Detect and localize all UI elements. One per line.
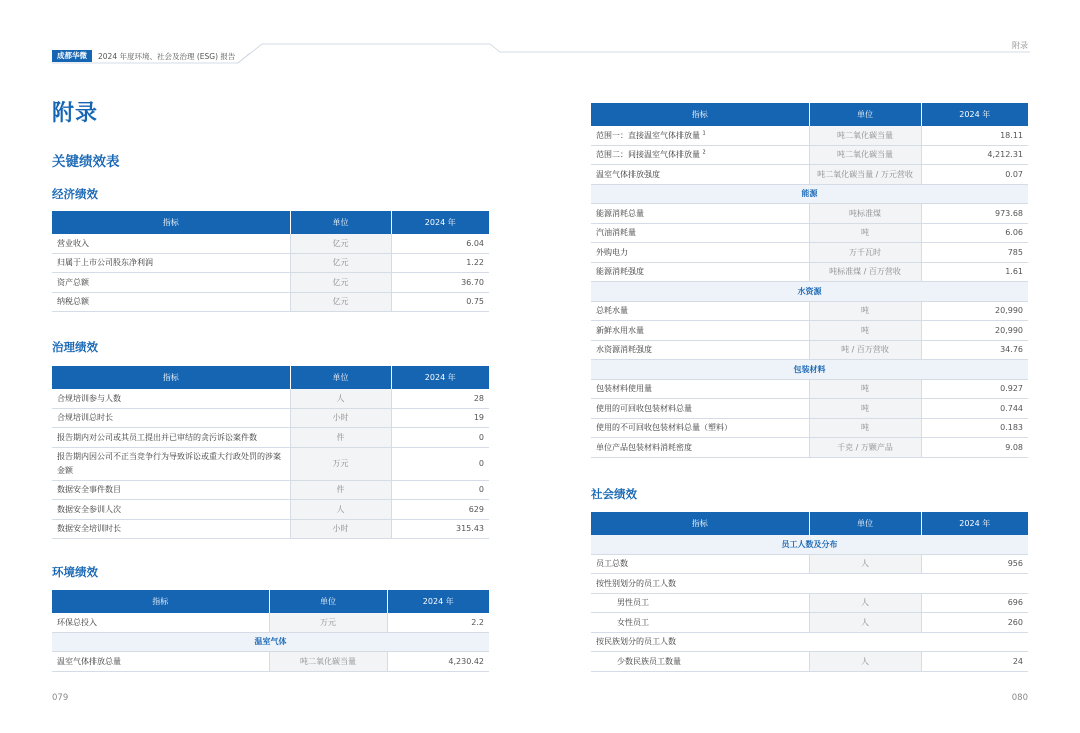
row-value: 0 [391,480,489,500]
row-indicator: 纳税总额 [52,292,290,312]
row-value: 19 [391,408,489,428]
group-row [591,632,1028,652]
group-row [591,574,1028,594]
col-indicator: 指标 [52,211,290,234]
header-decoration [0,0,1080,80]
row-indicator: 女性员工 [591,613,809,633]
table-row [52,613,489,632]
row-indicator: 合规培训参与人数 [52,389,290,408]
col-unit: 单位 [290,211,391,234]
col-year: 2024 年 [391,211,489,234]
row-indicator: 使用的可回收包装材料总量 [591,399,809,419]
row-unit: 人 [809,554,921,574]
row-value: 0.75 [391,292,489,312]
row-indicator: 环保总投入 [52,613,269,632]
row-value: 956 [921,554,1028,574]
col-unit: 单位 [290,366,391,389]
table-row [52,428,489,448]
row-unit: 吨 [809,301,921,321]
row-value: 260 [921,613,1028,633]
row-indicator: 报告期内因公司不正当竞争行为导致诉讼或重大行政处罚的涉案金额 [52,447,290,480]
row-value: 629 [391,500,489,520]
row-indicator: 数据安全事件数目 [52,480,290,500]
row-value: 785 [921,243,1028,263]
row-unit: 件 [290,428,391,448]
row-unit: 万元 [290,447,391,480]
table-row [52,234,489,253]
row-unit: 件 [290,480,391,500]
table-row [52,652,489,672]
row-value: 1.22 [391,253,489,273]
row-indicator: 外购电力 [591,243,809,263]
table-row [591,145,1028,165]
category-employees: 员工人数及分布 [591,535,1028,554]
social-title: 社会绩效 [591,487,637,501]
row-unit: 吨标准煤 / 百万营收 [809,262,921,282]
row-indicator [591,126,809,145]
row-indicator: 包装材料使用量 [591,379,809,399]
col-indicator: 指标 [591,512,809,535]
row-unit: 人 [290,389,391,408]
row-unit: 吨二氧化碳当量 [809,145,921,165]
row-indicator: 归属于上市公司股东净利润 [52,253,290,273]
row-unit: 吨 [809,379,921,399]
table-row [52,500,489,520]
col-unit: 单位 [809,512,921,535]
table-row [591,262,1028,282]
row-value: 973.68 [921,204,1028,224]
row-indicator: 男性员工 [591,593,809,613]
row-unit: 吨 / 百万营收 [809,340,921,360]
footnote-marker: 1 [702,130,706,137]
row-value: 0.927 [921,379,1028,399]
table-row [591,418,1028,438]
row-indicator-text: 范围一：直接温室气体排放量 [596,130,700,140]
group-ethnic: 按民族划分的员工人数 [591,632,1028,652]
report-header [52,50,235,62]
table-header-row [52,211,489,234]
row-value: 315.43 [391,519,489,539]
row-value: 6.06 [921,223,1028,243]
table-row [591,613,1028,633]
row-indicator: 单位产品包装材料消耗密度 [591,438,809,458]
table-row [52,389,489,408]
col-indicator: 指标 [591,103,809,126]
col-indicator: 指标 [52,366,290,389]
table-row [591,379,1028,399]
row-unit: 人 [809,652,921,672]
economic-title: 经济绩效 [52,187,98,201]
row-value: 24 [921,652,1028,672]
row-value: 36.70 [391,273,489,293]
table-row [591,652,1028,672]
row-indicator: 数据安全培训时长 [52,519,290,539]
row-unit: 小时 [290,519,391,539]
row-value: 1.61 [921,262,1028,282]
row-indicator [591,145,809,165]
row-value: 34.76 [921,340,1028,360]
group-gender: 按性别划分的员工人数 [591,574,1028,594]
row-unit: 万元 [269,613,387,632]
table-row [591,321,1028,341]
row-value: 0.07 [921,165,1028,185]
row-value: 0.744 [921,399,1028,419]
category-row [52,632,489,652]
row-unit: 万千瓦时 [809,243,921,263]
col-year: 2024 年 [387,590,489,613]
environment-title: 环境绩效 [52,565,98,579]
row-indicator: 温室气体排放强度 [591,165,809,185]
economic-table [52,211,489,312]
social-table [591,512,1028,672]
category-row [591,535,1028,554]
row-unit: 人 [290,500,391,520]
page-number-right: 080 [1011,693,1028,703]
table-row [591,223,1028,243]
row-unit: 吨 [809,418,921,438]
row-unit: 小时 [290,408,391,428]
row-indicator: 数据安全参训人次 [52,500,290,520]
table-row [52,292,489,312]
table-row [52,253,489,273]
col-indicator: 指标 [52,590,269,613]
row-indicator: 使用的不可回收包装材料总量（塑料） [591,418,809,438]
row-value: 28 [391,389,489,408]
row-indicator: 员工总数 [591,554,809,574]
table-row [52,480,489,500]
table-row [591,204,1028,224]
row-unit: 亿元 [290,253,391,273]
row-unit: 亿元 [290,292,391,312]
row-unit: 吨 [809,223,921,243]
table-header-row [591,512,1028,535]
category-packaging: 包装材料 [591,360,1028,380]
row-indicator: 水资源消耗强度 [591,340,809,360]
table-header-row [52,590,489,613]
table-row [591,399,1028,419]
row-value: 6.04 [391,234,489,253]
section-label: 附录 [1012,41,1028,50]
table-row [591,301,1028,321]
page-number-left: 079 [52,693,69,703]
row-value: 20,990 [921,301,1028,321]
row-unit: 吨二氧化碳当量 [809,126,921,145]
row-unit: 吨标准煤 [809,204,921,224]
row-unit: 吨 [809,399,921,419]
row-indicator: 能源消耗总量 [591,204,809,224]
row-unit: 吨 [809,321,921,341]
table-row [591,165,1028,185]
row-indicator: 合规培训总时长 [52,408,290,428]
row-value: 18.11 [921,126,1028,145]
col-year: 2024 年 [391,366,489,389]
report-title: 2024 年度环境、社会及治理 (ESG) 报告 [98,51,236,61]
col-unit: 单位 [269,590,387,613]
page-title: 附录 [52,101,99,126]
row-indicator-text: 范围二：间接温室气体排放量 [596,150,700,160]
row-value: 4,212.31 [921,145,1028,165]
row-indicator: 温室气体排放总量 [52,652,269,672]
row-unit: 吨二氧化碳当量 / 万元营收 [809,165,921,185]
row-unit: 人 [809,613,921,633]
table-row [52,447,489,480]
row-indicator: 营业收入 [52,234,290,253]
row-indicator: 能源消耗强度 [591,262,809,282]
table-row [591,126,1028,145]
col-year: 2024 年 [921,103,1028,126]
row-indicator: 汽油消耗量 [591,223,809,243]
table-row [591,438,1028,458]
row-value: 2.2 [387,613,489,632]
table-header-row [591,103,1028,126]
footnote-marker: 2 [702,149,706,156]
row-value: 9.08 [921,438,1028,458]
environment-table-left [52,590,489,672]
category-row [591,360,1028,380]
row-indicator: 报告期内对公司或其员工提出并已审结的贪污诉讼案件数 [52,428,290,448]
row-value: 20,990 [921,321,1028,341]
row-value: 0.183 [921,418,1028,438]
row-unit: 亿元 [290,273,391,293]
row-value: 0 [391,447,489,480]
table-row [52,408,489,428]
row-unit: 吨二氧化碳当量 [269,652,387,672]
col-unit: 单位 [809,103,921,126]
governance-table [52,366,489,539]
table-row [591,593,1028,613]
row-value: 4,230.42 [387,652,489,672]
row-unit: 千克 / 万颗产品 [809,438,921,458]
governance-title: 治理绩效 [52,340,98,354]
row-indicator: 总耗水量 [591,301,809,321]
row-indicator: 少数民族员工数量 [591,652,809,672]
table-row [591,554,1028,574]
row-unit: 人 [809,593,921,613]
table-header-row [52,366,489,389]
table-row [52,273,489,293]
category-energy: 能源 [591,184,1028,204]
category-row [591,184,1028,204]
table-row [591,340,1028,360]
environment-table-right [591,103,1028,458]
section-title: 关键绩效表 [52,154,120,170]
category-row [591,282,1028,302]
row-indicator: 资产总额 [52,273,290,293]
table-row [52,519,489,539]
brand-tag: 成都华微 [52,50,92,62]
row-indicator: 新鲜水用水量 [591,321,809,341]
category-ghg: 温室气体 [52,632,489,652]
table-row [591,243,1028,263]
row-unit: 亿元 [290,234,391,253]
row-value: 696 [921,593,1028,613]
row-value: 0 [391,428,489,448]
col-year: 2024 年 [921,512,1028,535]
category-water: 水资源 [591,282,1028,302]
